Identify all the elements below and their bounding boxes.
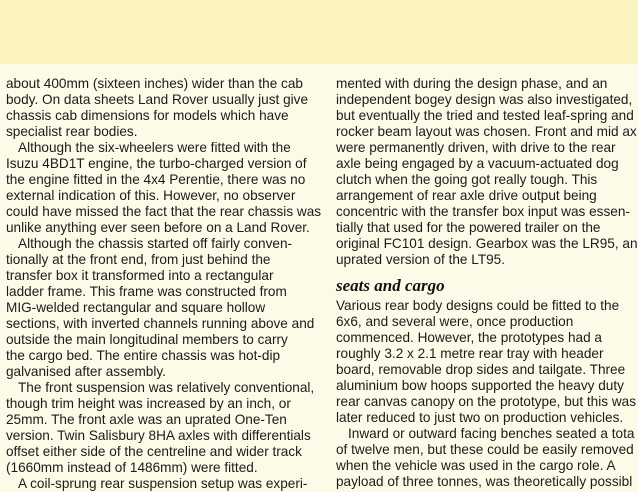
text-line: galvanised after assembly. [6, 364, 166, 379]
right-column [336, 76, 638, 490]
text-line: about 400mm (sixteen inches) wider than the cab [6, 76, 303, 91]
text-line: rear canvas canopy on the prototype, but this was [336, 394, 636, 409]
text-line: Inward or outward facing benches seated a tota [348, 426, 635, 441]
text-line: but eventually the tried and tested leaf-spring and [336, 108, 634, 123]
text-line: tionally at the front end, from just behind the [6, 252, 271, 267]
text-line: the engine fitted in the 4x4 Perentie, there was no [6, 172, 306, 187]
text-line: Various rear body designs could be fitted to the [336, 298, 620, 313]
text-line: of twelve men, but these could be easily removed [336, 442, 634, 457]
text-line: outside the main longitudinal members to carry [6, 332, 288, 347]
text-line: external indication of this. However, no observer [6, 188, 296, 203]
text-line: body. On data sheets Land Rover usually just give [6, 92, 309, 107]
text-line: Although the chassis started off fairly conven- [18, 236, 293, 251]
text-line: chassis cab dimensions for models which have [6, 108, 289, 123]
text-line: The front suspension was relatively conventional, [18, 380, 315, 395]
left-column [6, 76, 332, 492]
text-line: Isuzu 4BD1T engine, the turbo-charged version of [6, 156, 307, 171]
text-line: clutch when the going got really tough. This [336, 172, 598, 187]
text-line: tially that used for the powered trailer on the [336, 220, 601, 235]
text-line: MIG-welded rectangular and square hollow [6, 300, 266, 315]
page-header-band [0, 0, 638, 64]
text-line: transfer box it transformed into a rectangular [6, 268, 274, 283]
text-line: later reduced to just two on production vehicles. [336, 410, 624, 425]
text-line: (1660mm instead of 1486mm) were fitted. [6, 460, 258, 475]
text-line: board, removable drop sides and tailgate. Three [336, 362, 626, 377]
text-line: ladder frame. This frame was constructed from [6, 284, 287, 299]
text-line: original FC101 design. Gearbox was the LR95, an [336, 236, 638, 251]
text-line: when the vehicle was used in the cargo role. A [336, 458, 616, 473]
text-line: commenced. However, the prototypes had a [336, 330, 602, 345]
text-line: aluminium bow hoops supported the heavy duty [336, 378, 624, 393]
text-line: concentric with the transfer box input was essen- [336, 204, 630, 219]
text-line: rocker beam layout was chosen. Front and mid ax [336, 124, 637, 139]
text-line: specialist rear bodies. [6, 124, 138, 139]
text-line: Although the six-wheelers were fitted with the [18, 140, 291, 155]
text-line: A coil-sprung rear suspension setup was experi- [18, 476, 308, 491]
text-line: version. Twin Salisbury 8HA axles with differentials [6, 428, 311, 443]
text-line: uprated version of the LT95. [336, 252, 506, 267]
text-line: were permanently driven, with drive to the rear [336, 140, 616, 155]
section-heading: seats and cargo [336, 276, 445, 295]
text-line: though trim height was increased by an inch, or [6, 396, 291, 411]
text-line: roughly 3.2 x 2.1 metre rear tray with header [336, 346, 604, 361]
text-line: offset either side of the centreline and wider track [6, 444, 302, 459]
text-line: the cargo bed. The entire chassis was hot-dip [6, 348, 281, 363]
text-line: could have missed the fact that the rear chassis was [6, 204, 322, 219]
right-column-top-text [336, 76, 638, 268]
right-column-bottom-text [336, 298, 638, 490]
text-line: payload of three tonnes, was theoretically possibl [336, 474, 633, 489]
text-line: 25mm. The front axle was an uprated One-Ten [6, 412, 287, 427]
text-line: sections, with inverted channels running above and [6, 316, 315, 331]
text-line: independent bogey design was also investigated, [336, 92, 633, 107]
text-line: mented with during the design phase, and an [336, 76, 608, 91]
text-line: arrangement of rear axle drive output being [336, 188, 597, 203]
text-line: 6x6, and several were, once production [336, 314, 574, 329]
text-line: axle being engaged by a vacuum-actuated dog [336, 156, 619, 171]
text-line: unlike anything ever seen before on a Land Rover. [6, 220, 310, 235]
